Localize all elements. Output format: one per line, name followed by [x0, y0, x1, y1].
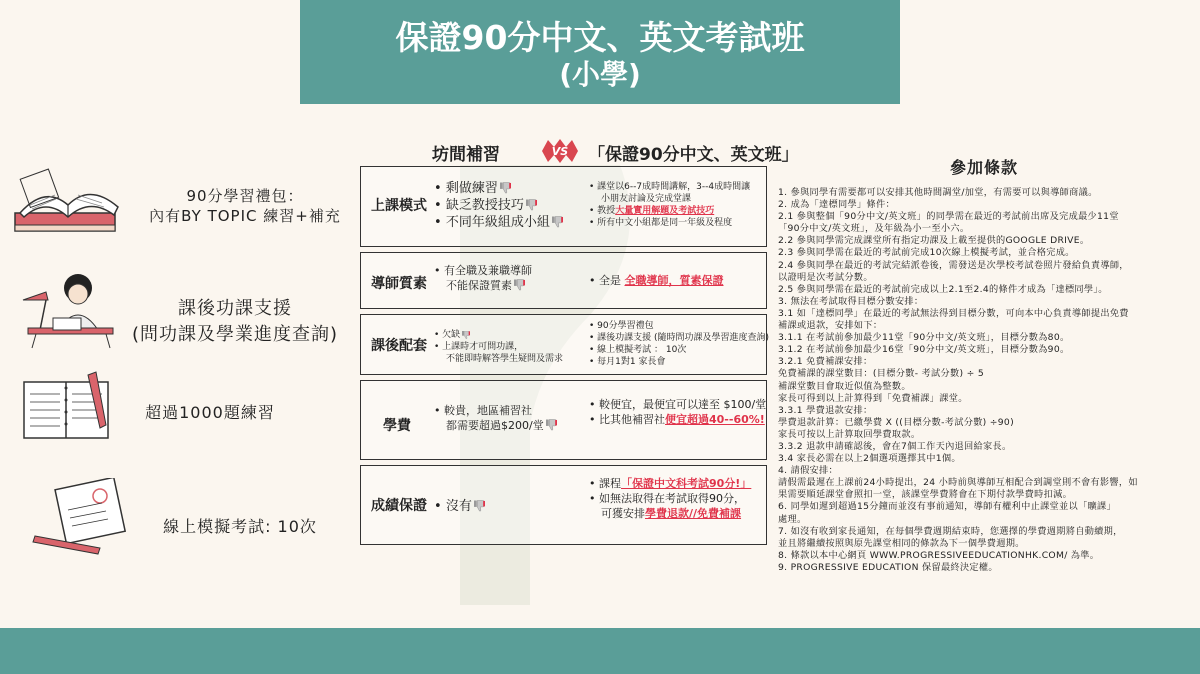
thumbs-down-icon: [546, 419, 557, 431]
terms-line: 3.3.1 學費退款安排：: [778, 404, 873, 416]
list-item-continued: 小朋友討論及完成堂課: [601, 194, 692, 204]
terms-line: 果需要順延課堂會照扣一堂，該課堂學費將會在下期付款學費時扣減。: [778, 489, 1073, 501]
list-item: • 教授大量實用解題及考試技巧: [589, 205, 750, 217]
list-item-continued: 不能即時解答學生疑問及需求: [446, 354, 564, 364]
feature-mock-exams: 線上模擬考試: 10次: [163, 517, 317, 536]
row-label: 課後配套: [371, 338, 427, 354]
terms-line: 3.2.1 免費補課安排：: [778, 356, 873, 368]
terms-line: 2.4 參與同學在最近的考試完結派卷後，需發送是次學校考試卷照片發給負責導師，: [778, 259, 1129, 271]
terms-line: 3.4 家長必需在以上2個選項選擇其中1個。: [778, 453, 961, 465]
highlight-text: 學費退款//免費補課: [645, 507, 742, 520]
feature-gift-pack-detail: 內有BY TOPIC 練習+補充: [149, 207, 341, 225]
row-left-list: [434, 180, 563, 231]
terms-line: 學費退款計算：已繳學費 X ((目標分數-考試分數) ÷90): [778, 416, 1014, 428]
list-item: • 比其他補習社便宜超過40--60%!: [589, 412, 766, 427]
page-title: 保證90分中文、英文考試班: [395, 18, 805, 57]
list-item: • 90分學習禮包: [589, 320, 769, 332]
row-left-list: [434, 498, 485, 515]
terms-line: 補課或退款，安排如下：: [778, 320, 883, 332]
list-item: • 不同年級組成小組: [434, 214, 563, 231]
row-label: 成績保證: [371, 498, 427, 514]
list-item: • 有全職及兼職導師: [434, 263, 532, 278]
row-right-list: [589, 476, 751, 521]
terms-line: 3.1.2 在考試前參加最少16堂「90分中文/英文班」，目標分數為90。: [778, 344, 1070, 356]
notebook-pencil-illustration: [18, 370, 118, 445]
terms-line: 8. 條款以本中心網頁 WWW.PROGRESSIVEEDUCATIONHK.COM/ 為準。: [778, 549, 1100, 561]
list-item: • 所有中文小組都是同一年級及程度: [589, 217, 750, 229]
terms-line: 家長可得到以上計算得到「免費補課」課堂。: [778, 392, 968, 404]
highlight-text: 「保證中文科考試90分!」: [621, 477, 752, 490]
vs-badge-label: VS: [551, 145, 569, 158]
terms-line: 請假需最遲在上課前24小時提出，24 小時前與導師互相配合到調堂則不會有影響，如: [778, 477, 1138, 489]
comparison-row-tutor-quality: [360, 252, 767, 309]
title-banner: [300, 0, 900, 104]
row-right-list: [589, 320, 769, 368]
list-item-continued: 不能保證質素: [434, 278, 532, 293]
list-item: • 缺乏教授技巧: [434, 197, 563, 214]
terms-list: [778, 187, 1198, 574]
row-left-list: [434, 263, 532, 293]
list-item: • 課堂以6--7成時間講解，3--4成時間讓: [589, 181, 750, 193]
thumbs-down-icon: [474, 500, 485, 512]
terms-line: 9. PROGRESSIVE EDUCATION 保留最終決定權。: [778, 561, 998, 573]
terms-line: 以證明是次考試分數。: [778, 271, 873, 283]
list-item: • 課後功課支援 (隨時問功課及學習進度查詢): [589, 332, 769, 344]
list-item: • 沒有: [434, 498, 485, 515]
terms-line: 2.1 參與整個「90分中文/英文班」的同學需在最近的考試前出席及完成最少11堂: [778, 211, 1119, 223]
row-label: 學費: [383, 418, 411, 434]
student-desk-illustration: [18, 270, 118, 350]
list-item-continued: 可獲安排學費退款//免費補課: [601, 507, 742, 520]
terms-line: 3.3.2 退款申請確認後，會在7個工作天內退回給家長。: [778, 440, 1012, 452]
feature-gift-pack: [130, 186, 360, 226]
page-subtitle: (小學): [559, 58, 641, 91]
thumbs-down-icon: [500, 182, 511, 194]
highlight-text: 便宜超過40--60%!: [665, 413, 765, 426]
terms-line: 4. 請假安排：: [778, 465, 839, 477]
highlight-text: 大量實用解題及考試技巧: [615, 206, 715, 216]
terms-line: 3.1.1 在考試前參加最少11堂「90分中文/英文班」，目標分數為80。: [778, 332, 1070, 344]
comparison-left-header: 坊間補習: [432, 145, 500, 165]
feature-gift-pack-title: 90分學習禮包：: [186, 187, 304, 205]
list-item-continued: 都需要超過$200/堂: [434, 418, 557, 433]
comparison-row-after-class: [360, 314, 770, 375]
terms-line: 免費補課的課堂數目：(目標分數- 考試分數) ÷ 5: [778, 368, 984, 380]
list-item: • 較貴，地區補習社: [434, 403, 557, 418]
terms-line: 家長可按以上計算取回學費取款。: [778, 428, 921, 440]
list-item: • 欠缺: [434, 329, 563, 341]
thumbs-down-icon: [462, 331, 470, 339]
comparison-row-result-guarantee: [360, 465, 767, 545]
vs-badge-icon: [540, 138, 580, 164]
terms-line: 3.1 如「達標同學」在最近的考試無法得到目標分數，可向本中心負責導師提出免費: [778, 307, 1129, 319]
terms-title: 參加條款: [950, 158, 1019, 177]
list-item: • 每月1對1 家長會: [589, 356, 769, 368]
list-item: • 如無法取得在考試取得90分，: [589, 491, 751, 506]
thumbs-down-icon: [552, 216, 563, 228]
list-item: • 較便宜，最便宜可以達至 $100/堂: [589, 397, 766, 412]
row-right-list: [589, 273, 724, 288]
row-left-list: [434, 329, 563, 365]
terms-line: 並且將繼續按照與原先課堂相同的條款為下一個學費週期。: [778, 537, 1025, 549]
feature-homework-support-title: 課後功課支援: [178, 298, 292, 319]
row-label: 導師質素: [371, 276, 427, 292]
comparison-right-header: 「保證90分中文、英文班」: [588, 145, 799, 165]
terms-line: 處理。: [778, 513, 807, 525]
comparison-row-tuition-fee: [360, 380, 767, 460]
highlight-text: 全職導師，質素保證: [624, 274, 724, 287]
terms-line: 「90分中文/英文班」，及年級為小一至小六。: [778, 223, 970, 235]
terms-line: 7. 如沒有收到家長通知，在每個學費週期結束時，您選擇的學費週期將自動續期，: [778, 525, 1123, 537]
terms-line: 補課堂數目會取近似值為整數。: [778, 380, 911, 392]
comparison-row-class-mode: [360, 166, 767, 247]
terms-line: 2.3 參與同學需在最近的考試前完成10次線上模擬考試，並合格完成。: [778, 247, 1075, 259]
thumbs-down-icon: [514, 279, 525, 291]
terms-line: 6. 同學如遲到超過15分鐘而並沒有事前通知，導師有權利中止課堂並以「曠課」: [778, 501, 1116, 513]
terms-line: 1. 參與同學有需要都可以安排其他時間調堂/加堂，有需要可以與導師商議。: [778, 187, 1098, 198]
terms-line: 2. 成為「達標同學」條件：: [778, 199, 895, 211]
list-item: • 全是 全職導師，質素保證: [589, 273, 724, 288]
list-item: • 上課時才可問功課，: [434, 341, 563, 353]
exam-paper-illustration: [30, 478, 140, 558]
thumbs-down-icon: [526, 199, 537, 211]
row-right-list: [589, 181, 750, 229]
feature-homework-support-detail: (問功課及學業進度查詢): [131, 324, 339, 345]
list-item: • 剩做練習: [434, 180, 563, 197]
terms-line: 2.2 參與同學需完成課堂所有指定功課及上載至提供的GOOGLE DRIVE。: [778, 235, 1090, 247]
terms-line: 3. 無法在考試取得目標分數安排：: [778, 295, 924, 307]
row-label: 上課模式: [371, 198, 427, 214]
list-item: • 課程「保證中文科考試90分!」: [589, 476, 751, 491]
book-stack-illustration: [10, 165, 125, 240]
feature-homework-support: [110, 296, 360, 348]
footer-band: [0, 628, 1200, 674]
list-item: • 線上模擬考試 ： 10次: [589, 344, 769, 356]
feature-exercises: 超過1000題練習: [145, 403, 275, 422]
row-left-list: [434, 403, 557, 433]
terms-line: 2.5 參與同學需在最近的考試前完成以上2.1至2.4的條件才成為「達標同學」。: [778, 283, 1108, 295]
row-right-list: [589, 397, 766, 427]
